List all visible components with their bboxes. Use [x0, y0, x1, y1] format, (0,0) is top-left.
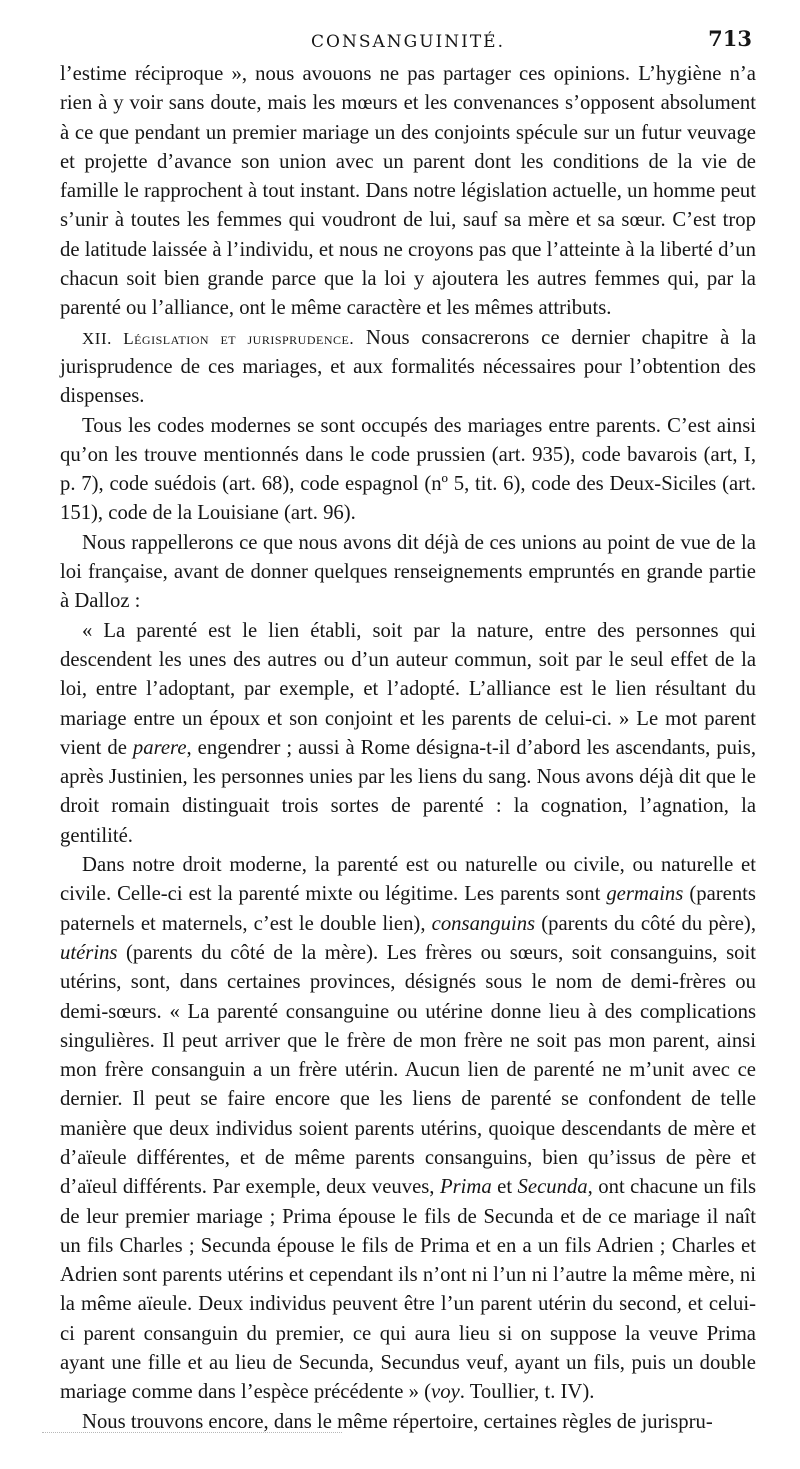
paragraph-text: « La parenté est le lien établi, soit par la nature, entre des personnes qui descendent les unes des autres ou d’un auteur commun, soit par le seul effet de la loi, entre l’adoptant, par exemple, et l’adopté. L’alliance est le lien résultant du mariage entre un époux et son conjoint et les parents de celui-ci. » Le mot parent vient de — [60, 619, 756, 759]
italic-term: consanguins — [431, 912, 536, 935]
italic-term: voy — [431, 1381, 460, 1404]
paragraph-text: (parents du côté de la mère). Les frères ou sœurs, soit consanguins, soit utérins, sont, dans certaines provinces, désignés sous le nom de demi-frères ou demi-sœurs. « La parenté consanguine ou utérine donne lieu à des complications singulières. Il peut arriver que le frère de mon frère ne soit pas mon parent, ainsi mon frère consanguin a un frère utérin. Aucun lien de parenté ne m’unit avec ce dernier. Il peut se faire encore que les liens de parenté se confondent de telle manière que deux individus soient parents utérins, quoique descendants de mère et d’aïeule différentes, et de même parents consanguins, bien qu’issus de père et d’aïeul différents. Par exemple, deux veuves, — [60, 941, 756, 1199]
paragraph-1: l’estime réciproque », nous avouons ne pas partager ces opinions. L’hygiène n’a rien à y voir sans doute, mais les mœurs et les convenances s’opposent absolument à ce que pendant un premier mariage un des conjoints spécule sur un futur veuvage et projette d’avance son union avec un parent dont les conditions de la vie de famille le rapprochent à tout instant. Dans notre législation actuelle, un homme peut s’unir à toutes les femmes qui voudront de lui, sauf sa mère et sa sœur. C’est trop de latitude laissée à l’individu, et nous ne croyons pas que l’atteinte à la liberté d’un chacun soit bien grande parce que la loi y ajoutera les autres femmes qui, par la parenté ou l’alliance, ont le même caractère et les mêmes attributs. — [60, 63, 756, 320]
scan-artifact — [42, 1432, 342, 1437]
italic-term: parere — [132, 736, 187, 759]
paragraph-text: . Toullier, t. IV). — [459, 1381, 595, 1404]
italic-term: Prima — [439, 1176, 492, 1199]
paragraph-text: (parents du côté du père), — [535, 912, 756, 935]
italic-term: utérins — [60, 941, 118, 964]
paragraph-codes: Tous les codes modernes se sont occupés des mariages entre parents. C’est ainsi qu’on les trouve mentionnés dans le code prussien (art. 935), code bavarois (art, I, p. 7), code suédois (art. 68), code espagnol (nº 5, tit. 6), code des Deux-Siciles (art. 151), code de la Louisiane (art. 96). — [60, 414, 756, 525]
paragraph-jurisprudence: Nous trouvons encore, dans le même répertoire, certaines règles de jurispru- — [82, 1410, 713, 1433]
paragraph-text: (parents paternels et maternels, c’est le double lien), — [60, 883, 756, 935]
italic-term: germains — [606, 883, 684, 906]
section-heading: XII. Législation et jurisprudence. — [82, 328, 355, 348]
paragraph-text: et — [491, 1176, 518, 1199]
page-number: 713 — [708, 26, 752, 51]
paragraph-text: Dans notre droit moderne, la parenté est ou naturelle ou civile, ou naturelle et civile. Celle-ci est la parenté mixte ou légitime. Les parents sont — [60, 854, 756, 906]
paragraph-text: , ont chacune un fils de leur premier mariage ; Prima épouse le fils de Secunda et de ce mariage il naît un fils Charles ; Secunda épouse le fils de Prima et en a un fils Adrien ; Charles et Adrien sont parents utérins et cependant ils n’ont ni l’un ni l’autre la même mère, ni la même aïeule. Deux individus peuvent être l’un parent utérin du second, et celui-ci parent consanguin du premier, ce qui aura lieu si on suppose la veuve Prima ayant une fille et au lieu de Secunda, Secundus veuf, ayant un fils, puis un double mariage comme dans l’espèce précédente » ( — [60, 1176, 756, 1404]
paragraph-droit-moderne — [60, 851, 756, 1408]
paragraph-section-xii — [60, 324, 756, 412]
running-title: CONSANGUINITÉ. — [311, 32, 505, 52]
italic-term: Secunda — [517, 1176, 588, 1199]
page-header — [60, 26, 756, 60]
paragraph-text: Nous consacrerons ce dernier chapitre à la jurisprudence de ces mariages, et aux formalités nécessaires pour l’obtention des dispenses. — [60, 326, 756, 408]
paragraph-rappel: Nous rappellerons ce que nous avons dit déjà de ces unions au point de vue de la loi française, avant de donner quelques renseignements empruntés en grande partie à Dalloz : — [60, 531, 756, 613]
body-text — [60, 60, 756, 1437]
paragraph-text: , engendrer ; aussi à Rome désigna-t-il d’abord les ascendants, puis, après Justinien, les personnes unies par les liens du sang. Nous avons déjà dit que le droit romain distinguait trois sortes de parenté : la cognation, l’agnation, la gentilité. — [60, 736, 756, 847]
paragraph-quote-parente — [60, 617, 756, 851]
